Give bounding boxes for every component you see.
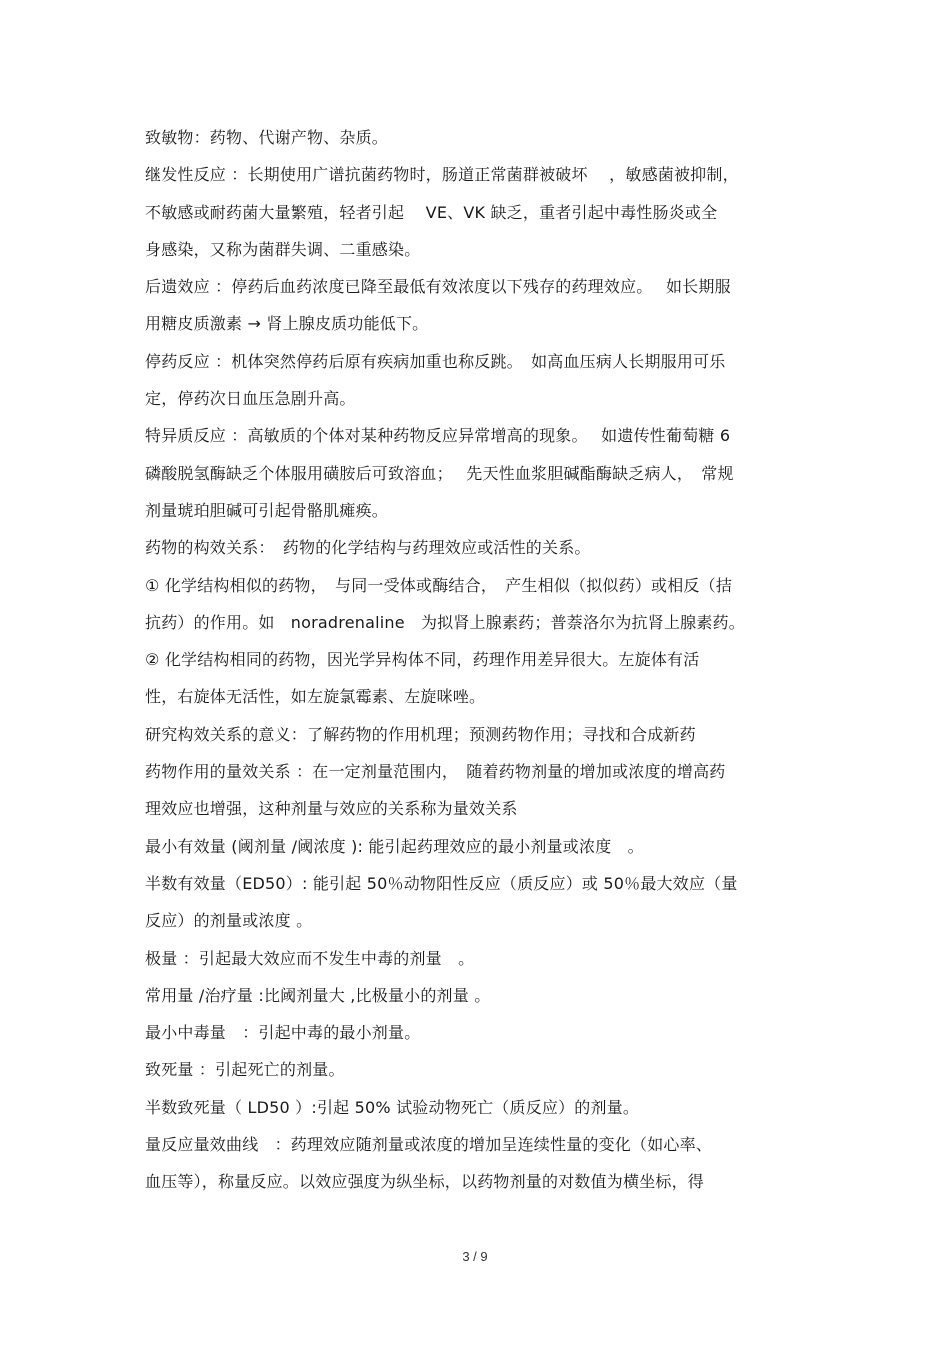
- text-line: 身感染，又称为菌群失调、二重感染。: [145, 239, 421, 259]
- text-line: 不敏感或耐药菌大量繁殖，轻者引起 VE、VK 缺乏，重者引起中毒性肠炎或全: [145, 202, 718, 222]
- text-line: ② 化学结构相同的药物，因光学异构体不同，药理作用差异很大。左旋体有活: [145, 650, 700, 670]
- text-line: 停药反应 ：机体突然停药后原有疾病加重也称反跳。 如高血压病人长期服用可乐: [145, 351, 726, 371]
- text-line: 剂量琥珀胆碱可引起骨骼肌瘫痪。: [145, 500, 389, 520]
- text-line: 特异质反应 ：高敏质的个体对某种药物反应异常增高的现象。 如遗传性葡萄糖 6: [145, 426, 731, 446]
- text-line: 性，右旋体无活性，如左旋氯霉素、左旋咪唑。: [145, 687, 486, 707]
- text-line: 理效应也增强，这种剂量与效应的关系称为量效关系: [145, 799, 518, 819]
- text-line: 致死量 ：引起死亡的剂量。: [145, 1060, 345, 1080]
- text-line: 极量 ：引起最大效应而不发生中毒的剂量 。: [145, 948, 475, 968]
- text-line: 最小中毒量 ：引起中毒的最小剂量。: [145, 1023, 421, 1043]
- text-line: 血压等），称量反应。以效应强度为纵坐标，以药物剂量的对数值为横坐标，得: [145, 1172, 705, 1192]
- text-line: 用糖皮质激素 → 肾上腺皮质功能低下。: [145, 314, 429, 334]
- text-line: 半数致死量（ LD50 ）:引起 50% 试验动物死亡（质反应）的剂量。: [145, 1097, 640, 1117]
- text-line: 研究构效关系的意义：了解药物的作用机理；预测药物作用；寻找和合成新药: [145, 724, 696, 744]
- text-line: 继发性反应 ：长期使用广谱抗菌药物时，肠道正常菌群被破坏 ，敏感菌被抑制，: [145, 165, 739, 185]
- text-line: 反应）的剂量或浓度 。: [145, 911, 313, 931]
- text-line: 药物作用的量效关系 ：在一定剂量范围内， 随着药物剂量的增加或浓度的增高药: [145, 762, 726, 782]
- text-line: 药物的构效关系： 药物的化学结构与药理效应或活性的关系。: [145, 538, 591, 558]
- text-line: 抗药）的作用。如 noradrenaline 为拟肾上腺素药；普萘洛尔为抗肾上腺素药。: [145, 612, 745, 632]
- text-line: 定，停药次日血压急剧升高。: [145, 389, 356, 409]
- text-line: 量反应量效曲线 ：药理效应随剂量或浓度的增加呈连续性量的变化（如心率、: [145, 1135, 713, 1155]
- text-line: 后遗效应 ：停药后血药浓度已降至最低有效浓度以下残存的药理效应。 如长期服: [145, 277, 731, 297]
- text-line: 常用量 /治疗量 :比阈剂量大 ,比极量小的剂量 。: [145, 985, 491, 1005]
- text-line: 致敏物：药物、代谢产物、杂质。: [145, 128, 389, 147]
- text-line: 半数有效量（ED50）: 能引起 50％动物阳性反应（质反应）或 50％最大效应（量: [145, 873, 738, 893]
- text-line: 磷酸脱氢酶缺乏个体服用磺胺后可致溶血； 先天性血浆胆碱酯酶缺乏病人， 常规: [145, 463, 734, 483]
- page-number: 3 / 9: [462, 1249, 488, 1264]
- text-line: 最小有效量 (阈剂量 /阈浓度 ): 能引起药理效应的最小剂量或浓度 。: [145, 836, 644, 856]
- document-body: [145, 119, 810, 1201]
- text-line: ① 化学结构相似的药物， 与同一受体或酶结合， 产生相似（拟似药）或相反（拮: [145, 575, 733, 595]
